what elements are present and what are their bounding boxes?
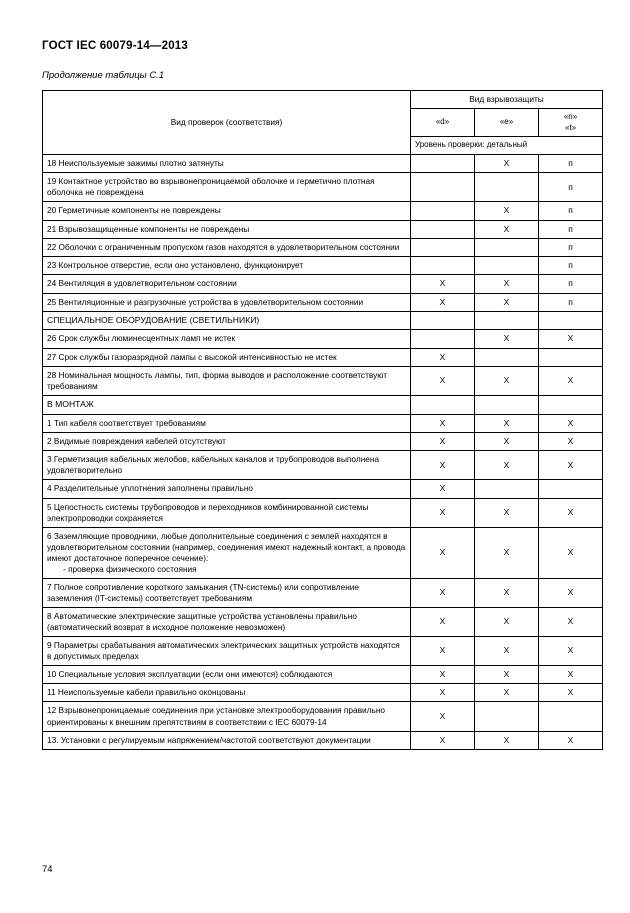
table-cell-mark-n <box>539 702 603 731</box>
check-text: 3 Герметизация кабельных желобов, кабельных каналов и трубопроводов выполнена удовлетворительно <box>47 454 380 476</box>
check-text: 20 Герметичные компоненты не повреждены <box>47 205 221 216</box>
table-row <box>43 330 603 348</box>
check-text: 25 Вентиляционные и разгрузочные устройства в удовлетворительном состоянии <box>47 296 364 307</box>
table-cell-mark-d <box>411 396 475 414</box>
table-cell-check-text <box>43 348 411 366</box>
table-cell-mark-e: X <box>475 330 539 348</box>
check-text: 13. Установки с регулируемым напряжением/частотой соответствуют документации <box>47 734 371 745</box>
table-cell-mark-d: X <box>411 348 475 366</box>
table-row <box>43 578 603 607</box>
table-cell-mark-d: X <box>411 293 475 311</box>
check-text: 11 Неиспользуемые кабели правильно оконцованы <box>47 687 246 698</box>
table-cell-mark-e <box>475 312 539 330</box>
table-cell-mark-d <box>411 220 475 238</box>
page-number: 74 <box>42 864 53 875</box>
table-cell-mark-e: X <box>475 665 539 683</box>
table-cell-check-text <box>43 432 411 450</box>
table-cell-mark-n: п <box>539 293 603 311</box>
check-text: 2 Видимые повреждения кабелей отсутствуют <box>47 435 226 446</box>
table-cell-check-text <box>43 607 411 636</box>
check-text: 26 Срок службы люминесцентных ламп не истек <box>47 333 236 344</box>
table-cell-mark-e: X <box>475 527 539 578</box>
table-cell-check-text <box>43 202 411 220</box>
table-cell-mark-n: X <box>539 414 603 432</box>
table-cell-mark-e: X <box>475 636 539 665</box>
table-cell-mark-d: X <box>411 527 475 578</box>
table-cell-mark-n: п <box>539 257 603 275</box>
check-text: 23 Контрольное отверстие, если оно установлено, функционирует <box>47 260 304 271</box>
table-cell-check-text <box>43 665 411 683</box>
table-cell-check-text <box>43 220 411 238</box>
check-text: 22 Оболочки с ограниченным пропуском газов находятся в удовлетворительном состоянии <box>47 241 400 252</box>
table-cell-mark-e: X <box>475 367 539 396</box>
check-text: 7 Полное сопротивление короткого замыкания (TN-системы) или сопротивление заземления (IT-системы) соответствует требованиям <box>47 581 360 603</box>
table-cell-mark-n: п <box>539 220 603 238</box>
table-cell-mark-d: X <box>411 498 475 527</box>
table-cell-mark-n <box>539 480 603 498</box>
table-cell-mark-e <box>475 238 539 256</box>
inspection-table <box>42 90 603 750</box>
table-cell-mark-n: X <box>539 665 603 683</box>
table-cell-mark-e <box>475 348 539 366</box>
table-cell-mark-n: X <box>539 731 603 749</box>
table-cell-mark-e: X <box>475 202 539 220</box>
table-cell-mark-n: п <box>539 154 603 172</box>
table-row <box>43 702 603 731</box>
check-text: 5 Цепостность системы трубопроводов и переходников комбинированной системы электропроводки сохраняется <box>47 501 369 523</box>
table-cell-mark-n: X <box>539 636 603 665</box>
table-cell-mark-d <box>411 238 475 256</box>
table-cell-mark-n: п <box>539 275 603 293</box>
table-cell-check-text <box>43 684 411 702</box>
header-cell-level: Уровень проверки: детальный <box>411 137 603 155</box>
table-cell-mark-n: X <box>539 451 603 480</box>
table-cell-mark-d: X <box>411 665 475 683</box>
header-cell-n-line2: «t» <box>564 122 577 132</box>
table-cell-check-text <box>43 702 411 731</box>
table-row <box>43 731 603 749</box>
table-cell-check-text: В МОНТАЖ <box>43 396 411 414</box>
table-cell-mark-n: п <box>539 173 603 202</box>
table-row <box>43 414 603 432</box>
table-cell-check-text <box>43 527 411 578</box>
table-row <box>43 257 603 275</box>
table-cell-check-text <box>43 238 411 256</box>
table-cell-mark-e <box>475 480 539 498</box>
check-text: 8 Автоматические электрические защитные устройства установлены правильно (автоматический возврат в исходное положение невозможен) <box>47 610 357 632</box>
table-cell-mark-e: X <box>475 432 539 450</box>
table-cell-check-text <box>43 414 411 432</box>
table-cell-mark-d: X <box>411 578 475 607</box>
table-cell-mark-n <box>539 348 603 366</box>
table-row <box>43 173 603 202</box>
table-header-row <box>43 91 603 109</box>
check-text: 12 Взрывонепроницаемые соединения при установке электрооборудования правильно ориентированы к внешним препятствиям в соответствии с IEC 60079-14 <box>47 705 386 727</box>
table-cell-check-text <box>43 293 411 311</box>
table-cell-mark-n: X <box>539 330 603 348</box>
table-cell-mark-n: X <box>539 498 603 527</box>
check-text: 24 Вентиляция в удовлетворительном состоянии <box>47 278 237 289</box>
header-cell-e: «e» <box>475 109 539 137</box>
table-cell-check-text <box>43 498 411 527</box>
table-cell-mark-d <box>411 257 475 275</box>
table-cell-check-text <box>43 154 411 172</box>
table-row <box>43 202 603 220</box>
table-cell-mark-n: X <box>539 432 603 450</box>
check-text: 28 Номинальная мощность лампы, тип, форма выводов и расположение соответствуют требованиям <box>47 370 388 392</box>
table-cell-mark-d: X <box>411 367 475 396</box>
table-cell-check-text <box>43 636 411 665</box>
table-cell-mark-n: X <box>539 607 603 636</box>
table-cell-mark-e: X <box>475 414 539 432</box>
table-body <box>43 154 603 749</box>
check-text: 21 Взрывозащищенные компоненты не повреждены <box>47 223 250 234</box>
table-continuation-label: Продолжение таблицы С.1 <box>42 70 165 81</box>
table-row <box>43 367 603 396</box>
table-cell-mark-e <box>475 173 539 202</box>
table-cell-mark-n: X <box>539 684 603 702</box>
header-cell-checks: Вид проверок (соответствия) <box>43 91 411 155</box>
check-subtext: - проверка физического состояния <box>63 563 197 574</box>
table-row <box>43 451 603 480</box>
table-cell-mark-n <box>539 396 603 414</box>
header-cell-d: «d» <box>411 109 475 137</box>
table-row <box>43 665 603 683</box>
table-cell-mark-e: X <box>475 578 539 607</box>
table-cell-mark-n: п <box>539 202 603 220</box>
table-cell-mark-n: X <box>539 367 603 396</box>
table-row <box>43 312 603 330</box>
table-cell-mark-d: X <box>411 451 475 480</box>
table-row <box>43 607 603 636</box>
table-cell-check-text <box>43 451 411 480</box>
header-cell-n-t <box>539 109 603 137</box>
table-cell-mark-e <box>475 702 539 731</box>
table-cell-mark-n: X <box>539 578 603 607</box>
table-cell-check-text <box>43 731 411 749</box>
table-cell-mark-d: X <box>411 480 475 498</box>
check-text: 4 Разделительные уплотнения заполнены правильно <box>47 483 254 494</box>
table-cell-mark-d: X <box>411 275 475 293</box>
check-text: 6 Заземляющие проводники, любые дополнительные соединения с землей находятся в удовлетворительном состоянии (например, соединения имеют надежный контакт, а провода имеют достаточное поперечное сечение): <box>47 530 406 563</box>
table-cell-mark-d <box>411 330 475 348</box>
table-cell-mark-e <box>475 396 539 414</box>
table-cell-mark-d: X <box>411 607 475 636</box>
table-cell-mark-e <box>475 257 539 275</box>
table-cell-mark-n: X <box>539 527 603 578</box>
table-cell-check-text <box>43 275 411 293</box>
table-cell-mark-d: X <box>411 636 475 665</box>
table-cell-mark-n: п <box>539 238 603 256</box>
table-cell-mark-d <box>411 312 475 330</box>
table-row <box>43 238 603 256</box>
table-row <box>43 293 603 311</box>
table-cell-mark-e: X <box>475 293 539 311</box>
table-cell-check-text <box>43 257 411 275</box>
table-cell-mark-d: X <box>411 702 475 731</box>
table-row <box>43 498 603 527</box>
table-cell-check-text <box>43 330 411 348</box>
table-cell-mark-e: X <box>475 154 539 172</box>
check-text: 19 Контактное устройство во взрывонепроницаемой оболочке и герметично плотная оболочка не повреждена <box>47 176 375 198</box>
table-cell-check-text <box>43 578 411 607</box>
table-row <box>43 636 603 665</box>
table-cell-mark-e: X <box>475 731 539 749</box>
table-cell-check-text: СПЕЦИАЛЬНОЕ ОБОРУДОВАНИЕ (СВЕТИЛЬНИКИ) <box>43 312 411 330</box>
check-text: 9 Параметры срабатывания автоматических электрических защитных устройств находятся в допустимых пределах <box>47 639 400 661</box>
table-row <box>43 527 603 578</box>
header-cell-protection-type: Вид взрывозащиты <box>411 91 603 109</box>
document-standard-header: ГОСТ IEC 60079-14—2013 <box>42 40 188 52</box>
table-row <box>43 154 603 172</box>
table-cell-mark-e: X <box>475 684 539 702</box>
header-cell-n-line1: «n» <box>563 112 578 122</box>
check-text: 18 Неиспользуемые зажимы плотно затянуты <box>47 157 224 168</box>
table-row <box>43 480 603 498</box>
check-text: 27 Срок службы газоразрядной лампы с высокой интенсивностью не истек <box>47 351 337 362</box>
table-cell-mark-e: X <box>475 220 539 238</box>
table-cell-mark-d: X <box>411 432 475 450</box>
table-cell-mark-d: X <box>411 731 475 749</box>
table-cell-mark-e: X <box>475 607 539 636</box>
table-cell-mark-d <box>411 202 475 220</box>
table-row <box>43 275 603 293</box>
table-row <box>43 432 603 450</box>
check-text: 10 Специальные условия эксплуатации (если они имеются) соблюдаются <box>47 668 333 679</box>
table-cell-mark-d <box>411 173 475 202</box>
table-cell-mark-e: X <box>475 275 539 293</box>
table-cell-mark-d: X <box>411 684 475 702</box>
table-cell-mark-n <box>539 312 603 330</box>
table-cell-check-text <box>43 480 411 498</box>
table-row <box>43 396 603 414</box>
table-cell-mark-d: X <box>411 414 475 432</box>
table-cell-mark-e: X <box>475 451 539 480</box>
table-row <box>43 684 603 702</box>
table-cell-mark-e: X <box>475 498 539 527</box>
table-row <box>43 220 603 238</box>
check-text: 1 Тип кабеля соответствует требованиям <box>47 417 206 428</box>
table-row <box>43 348 603 366</box>
table-cell-mark-d <box>411 154 475 172</box>
table-cell-check-text <box>43 173 411 202</box>
table-cell-check-text <box>43 367 411 396</box>
